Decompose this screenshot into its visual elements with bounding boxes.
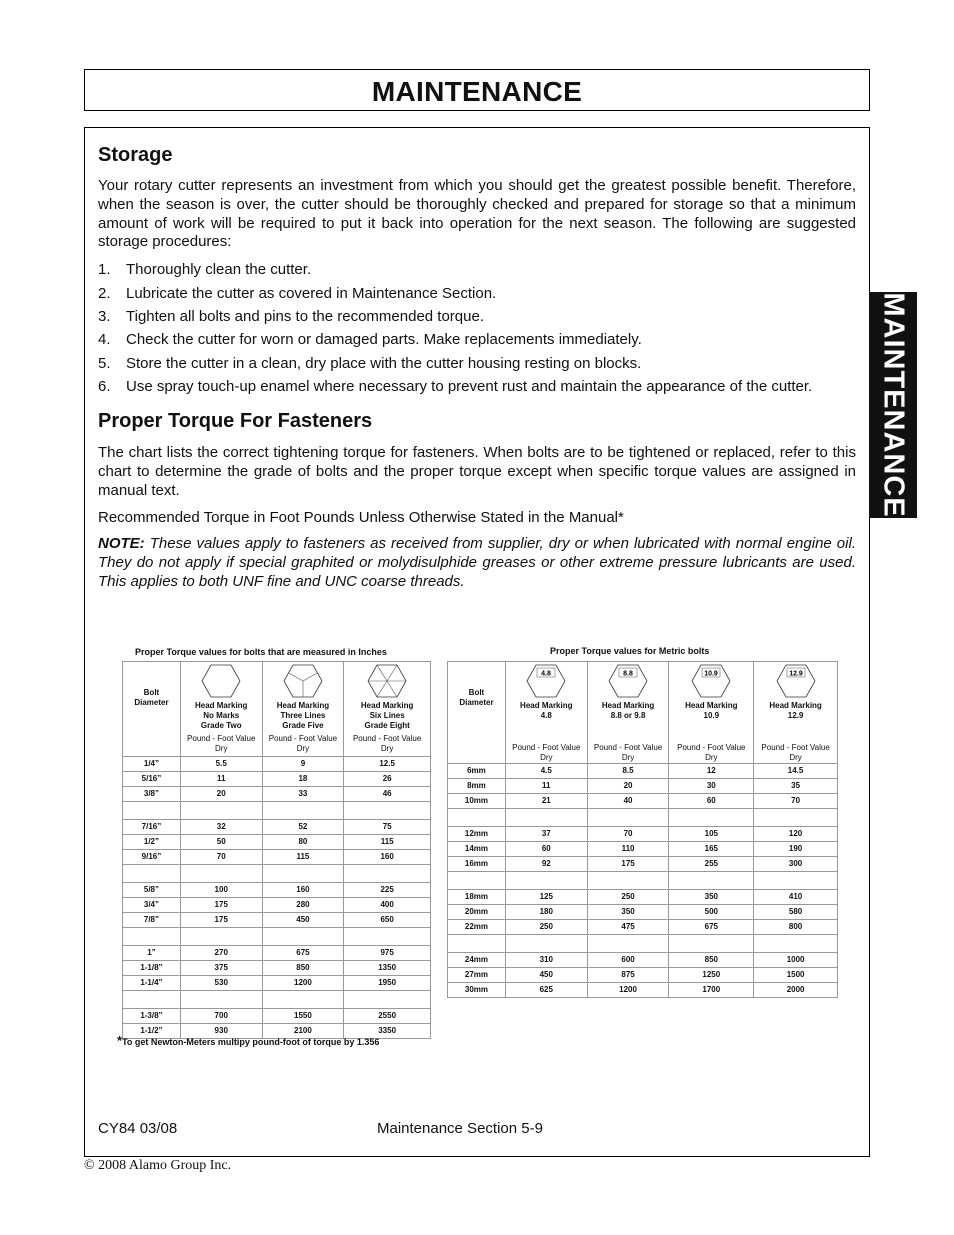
inch-torque-table: [122, 661, 431, 1039]
torque-value-cell: 180: [505, 905, 587, 920]
bolt-size-cell: 1/2”: [123, 835, 181, 850]
bolt-head-hex-icon: [608, 664, 648, 698]
table-row: [448, 920, 838, 935]
torque-value-cell: 225: [344, 883, 431, 898]
table-row: [448, 890, 838, 905]
storage-heading: Storage: [98, 144, 173, 166]
head-marking-detail: 12.9: [787, 711, 804, 720]
torque-value-cell: [344, 991, 431, 1009]
storage-step: [98, 285, 856, 303]
torque-value-cell: 20: [587, 779, 669, 794]
condition-label: Dry: [621, 753, 635, 762]
bolt-size-cell: [123, 865, 181, 883]
torque-value-cell: 165: [669, 842, 754, 857]
torque-value-cell: [180, 802, 262, 820]
torque-value-cell: [262, 865, 344, 883]
torque-value-cell: 32: [180, 820, 262, 835]
torque-value-cell: 875: [587, 968, 669, 983]
table-row: [448, 794, 838, 809]
torque-value-cell: 105: [669, 827, 754, 842]
bolt-head-hex-icon: [526, 664, 566, 698]
head-marking-label: Head Marking: [276, 701, 330, 710]
torque-value-cell: 580: [754, 905, 838, 920]
bolt-head-hex-icon: [691, 664, 731, 698]
grade-column-header: [669, 662, 754, 764]
torque-value-cell: 350: [587, 905, 669, 920]
inch-table-caption: Proper Torque values for bolts that are measured in Inches: [135, 647, 387, 657]
torque-heading: Proper Torque For Fasteners: [98, 410, 373, 433]
bolt-size-cell: 7/16”: [123, 820, 181, 835]
grade-column-header: [587, 662, 669, 764]
torque-value-cell: 52: [262, 820, 344, 835]
torque-value-cell: 120: [754, 827, 838, 842]
unit-label: Pound - Foot Value: [268, 734, 338, 743]
torque-value-cell: 33: [262, 787, 344, 802]
grade-name: Grade Five: [282, 721, 324, 730]
bolt-size-cell: 24mm: [448, 953, 506, 968]
torque-value-cell: 60: [669, 794, 754, 809]
step-text: Lubricate the cutter as covered in Maintenance Section.: [126, 284, 497, 302]
footnote-text: To get Newton-Meters multipy pound-foot of torque by 1.356: [122, 1037, 380, 1047]
unit-label: Pound - Foot Value: [677, 743, 746, 752]
torque-value-cell: 115: [262, 850, 344, 865]
torque-value-cell: 2550: [344, 1009, 431, 1024]
unit-label: Pound - Foot Value: [593, 743, 663, 752]
grade-column-header: [180, 662, 262, 757]
torque-note: [98, 535, 856, 591]
torque-value-cell: 5.5: [180, 757, 262, 772]
torque-value-cell: 60: [505, 842, 587, 857]
torque-value-cell: 700: [180, 1009, 262, 1024]
head-marking-detail: 10.9: [703, 711, 720, 720]
head-marking-label: Head Marking: [601, 701, 655, 710]
bolt-size-cell: [448, 935, 506, 953]
condition-label: Dry: [380, 744, 394, 753]
step-number: 6.: [98, 378, 111, 396]
condition-label: Dry: [296, 744, 310, 753]
bolt-size-cell: 1-3/8”: [123, 1009, 181, 1024]
torque-value-cell: 115: [344, 835, 431, 850]
step-number: 1.: [98, 261, 111, 279]
torque-value-cell: 8.5: [587, 764, 669, 779]
torque-value-cell: 175: [180, 913, 262, 928]
torque-value-cell: [180, 928, 262, 946]
torque-value-cell: 160: [344, 850, 431, 865]
torque-value-cell: 675: [262, 946, 344, 961]
bolt-size-cell: 10mm: [448, 794, 506, 809]
step-text: Thoroughly clean the cutter.: [126, 261, 312, 279]
storage-step: [98, 331, 856, 349]
table-row: [448, 809, 838, 827]
torque-value-cell: 40: [587, 794, 669, 809]
table-row: [448, 857, 838, 872]
unit-label: Pound - Foot Value: [512, 743, 581, 752]
head-marking-detail: 4.8: [540, 711, 552, 720]
torque-value-cell: 100: [180, 883, 262, 898]
table-row: [448, 935, 838, 953]
note-label: NOTE:: [98, 535, 145, 553]
head-marking-detail: 8.8 or 9.8: [610, 711, 646, 720]
torque-value-cell: 450: [505, 968, 587, 983]
metric-table-caption: Proper Torque values for Metric bolts: [550, 646, 710, 656]
torque-value-cell: 18: [262, 772, 344, 787]
footer-section: Maintenance Section 5-9: [377, 1120, 543, 1137]
torque-value-cell: 255: [669, 857, 754, 872]
torque-value-cell: 75: [344, 820, 431, 835]
torque-value-cell: [262, 928, 344, 946]
torque-value-cell: 9: [262, 757, 344, 772]
step-text: Tighten all bolts and pins to the recommended torque.: [126, 307, 484, 325]
table-row: [123, 898, 431, 913]
torque-value-cell: 250: [587, 890, 669, 905]
bolt-size-cell: 12mm: [448, 827, 506, 842]
torque-value-cell: 92: [505, 857, 587, 872]
bolt-size-cell: 16mm: [448, 857, 506, 872]
storage-step: [98, 355, 856, 373]
table-row: [448, 983, 838, 998]
bolt-size-cell: 3/4”: [123, 898, 181, 913]
table-header-row: [448, 662, 838, 764]
storage-step: [98, 308, 856, 326]
table-row: [448, 842, 838, 857]
torque-value-cell: 850: [262, 961, 344, 976]
note-text: These values apply to fasteners as received from supplier, dry or when lubricated with normal engine oil. They do not apply if special graphited or molydisulphide greases or other extreme pressure lubricants are used. This applies to both UNF fine and UNC coarse threads.: [98, 535, 856, 590]
torque-value-cell: 280: [262, 898, 344, 913]
torque-value-cell: [505, 809, 587, 827]
torque-value-cell: 600: [587, 953, 669, 968]
torque-value-cell: 125: [505, 890, 587, 905]
torque-value-cell: 20: [180, 787, 262, 802]
torque-value-cell: 850: [669, 953, 754, 968]
bolt-head-hex-icon: [283, 664, 323, 698]
torque-value-cell: [587, 872, 669, 890]
table-row: [123, 757, 431, 772]
torque-value-cell: 530: [180, 976, 262, 991]
bolt-size-cell: [123, 928, 181, 946]
page-title: MAINTENANCE: [371, 76, 583, 107]
torque-value-cell: 12: [669, 764, 754, 779]
bolt-diameter-header: [123, 662, 181, 757]
torque-value-cell: 1550: [262, 1009, 344, 1024]
torque-value-cell: [754, 872, 838, 890]
hex-grade-label: 8.8: [623, 670, 633, 678]
torque-value-cell: 1000: [754, 953, 838, 968]
table-row: [123, 976, 431, 991]
condition-label: Dry: [789, 753, 802, 762]
table-row: [448, 779, 838, 794]
content-area: [98, 140, 856, 592]
torque-value-cell: [754, 935, 838, 953]
torque-value-cell: [669, 935, 754, 953]
torque-value-cell: [180, 991, 262, 1009]
torque-value-cell: 310: [505, 953, 587, 968]
bolt-size-cell: 30mm: [448, 983, 506, 998]
torque-value-cell: 110: [587, 842, 669, 857]
torque-value-cell: 2000: [754, 983, 838, 998]
bolt-diameter-label: Bolt Diameter: [134, 688, 169, 707]
table-row: [448, 953, 838, 968]
torque-value-cell: 14.5: [754, 764, 838, 779]
bolt-size-cell: [123, 802, 181, 820]
step-number: 3.: [98, 307, 111, 325]
grade-name: Grade Eight: [364, 721, 410, 730]
torque-value-cell: 30: [669, 779, 754, 794]
torque-value-cell: 2100: [262, 1024, 344, 1039]
table-row: [123, 787, 431, 802]
table-row: [123, 1009, 431, 1024]
table-row: [123, 835, 431, 850]
bolt-size-cell: 20mm: [448, 905, 506, 920]
torque-value-cell: 26: [344, 772, 431, 787]
torque-value-cell: 1350: [344, 961, 431, 976]
torque-value-cell: 4.5: [505, 764, 587, 779]
table-row: [123, 883, 431, 898]
storage-steps-list: [98, 261, 856, 396]
footer-copyright: © 2008 Alamo Group Inc.: [84, 1158, 232, 1173]
torque-paragraph: The chart lists the correct tightening torque for fasteners. When bolts are to be tightened or replaced, refer to this chart to determine the grade of bolts and the proper torque except when specific torque values are assigned in manual text.: [98, 444, 856, 499]
torque-value-cell: 70: [587, 827, 669, 842]
grade-column-header: [262, 662, 344, 757]
bolt-size-cell: 3/8”: [123, 787, 181, 802]
torque-value-cell: [344, 928, 431, 946]
torque-value-cell: 500: [669, 905, 754, 920]
head-marking-detail: No Marks: [203, 711, 240, 720]
bolt-size-cell: 1-1/2”: [123, 1024, 181, 1039]
step-text: Use spray touch-up enamel where necessary to prevent rust and maintain the appearance of the cutter.: [126, 378, 813, 396]
grade-name: Grade Two: [200, 721, 242, 730]
table-row: [448, 905, 838, 920]
bolt-size-cell: [123, 991, 181, 1009]
torque-value-cell: 350: [669, 890, 754, 905]
torque-value-cell: 175: [587, 857, 669, 872]
torque-value-cell: 650: [344, 913, 431, 928]
torque-value-cell: 800: [754, 920, 838, 935]
unit-label: Pound - Foot Value: [761, 743, 830, 752]
torque-value-cell: 1250: [669, 968, 754, 983]
bolt-size-cell: 9/16”: [123, 850, 181, 865]
footer-model: CY84 03/08: [98, 1120, 178, 1137]
torque-value-cell: 270: [180, 946, 262, 961]
torque-value-cell: [262, 802, 344, 820]
bolt-diameter-label: Bolt Diameter: [459, 688, 494, 707]
section-side-tab: [869, 292, 917, 518]
footnote-star: *: [117, 1033, 123, 1048]
torque-value-cell: [587, 935, 669, 953]
table-row: [448, 968, 838, 983]
bolt-size-cell: 1/4”: [123, 757, 181, 772]
torque-value-cell: [344, 802, 431, 820]
torque-value-cell: 35: [754, 779, 838, 794]
bolt-size-cell: 18mm: [448, 890, 506, 905]
bolt-size-cell: [448, 809, 506, 827]
torque-value-cell: 300: [754, 857, 838, 872]
torque-value-cell: [344, 865, 431, 883]
torque-value-cell: 190: [754, 842, 838, 857]
table-row: [448, 872, 838, 890]
head-marking-label: Head Marking: [769, 701, 822, 710]
torque-value-cell: 625: [505, 983, 587, 998]
torque-value-cell: 375: [180, 961, 262, 976]
torque-value-cell: 3350: [344, 1024, 431, 1039]
head-marking-label: Head Marking: [520, 701, 573, 710]
storage-step: [98, 378, 856, 396]
bolt-size-cell: 8mm: [448, 779, 506, 794]
torque-value-cell: [669, 872, 754, 890]
hex-grade-label: 10.9: [704, 670, 719, 678]
table-row: [123, 913, 431, 928]
table-header-row: [123, 662, 431, 757]
torque-value-cell: [754, 809, 838, 827]
grade-column-header: [344, 662, 431, 757]
storage-step: [98, 261, 856, 279]
table-row: [123, 802, 431, 820]
torque-value-cell: 37: [505, 827, 587, 842]
table-row: [123, 865, 431, 883]
head-marking-detail: Three Lines: [280, 711, 326, 720]
table-row: [123, 961, 431, 976]
head-marking-label: Head Marking: [685, 701, 738, 710]
bolt-size-cell: 7/8”: [123, 913, 181, 928]
bolt-size-cell: 27mm: [448, 968, 506, 983]
bolt-size-cell: 1”: [123, 946, 181, 961]
table-row: [123, 928, 431, 946]
table-row: [448, 827, 838, 842]
bolt-size-cell: 22mm: [448, 920, 506, 935]
torque-value-cell: 975: [344, 946, 431, 961]
storage-intro: Your rotary cutter represents an investment from which you should get the greatest possible benefit. Therefore, when the season is over, the cutter should be thoroughly checked and prepared for storage so that a minimum amount of work will be required to put it back into operation for the next season. The following are suggested storage procedures:: [98, 177, 856, 251]
bolt-size-cell: 5/16”: [123, 772, 181, 787]
torque-value-cell: 675: [669, 920, 754, 935]
torque-value-cell: 50: [180, 835, 262, 850]
table-row: [123, 946, 431, 961]
bolt-size-cell: 14mm: [448, 842, 506, 857]
grade-column-header: [505, 662, 587, 764]
step-text: Store the cutter in a clean, dry place with the cutter housing resting on blocks.: [126, 354, 642, 372]
torque-value-cell: [505, 935, 587, 953]
condition-label: Dry: [540, 753, 553, 762]
bolt-diameter-header: [448, 662, 506, 764]
side-tab-label: MAINTENANCE: [877, 292, 910, 518]
grade-column-header: [754, 662, 838, 764]
torque-value-cell: 21: [505, 794, 587, 809]
torque-value-cell: 1700: [669, 983, 754, 998]
condition-label: Dry: [705, 753, 718, 762]
torque-value-cell: 930: [180, 1024, 262, 1039]
header-box: [84, 69, 870, 111]
torque-value-cell: [262, 991, 344, 1009]
torque-value-cell: 1200: [262, 976, 344, 991]
head-marking-detail: Six Lines: [369, 711, 405, 720]
torque-value-cell: 410: [754, 890, 838, 905]
bolt-size-cell: 6mm: [448, 764, 506, 779]
torque-value-cell: 80: [262, 835, 344, 850]
bolt-head-hex-icon: [776, 664, 816, 698]
torque-value-cell: [587, 809, 669, 827]
torque-value-cell: [505, 872, 587, 890]
bolt-size-cell: [448, 872, 506, 890]
table-row: [123, 772, 431, 787]
torque-value-cell: 1950: [344, 976, 431, 991]
torque-value-cell: 160: [262, 883, 344, 898]
torque-value-cell: [669, 809, 754, 827]
unit-label: Pound - Foot Value: [352, 734, 422, 743]
hex-grade-label: 12.9: [788, 670, 803, 678]
torque-value-cell: 46: [344, 787, 431, 802]
torque-value-cell: 250: [505, 920, 587, 935]
torque-value-cell: 11: [180, 772, 262, 787]
step-number: 5.: [98, 354, 111, 372]
torque-value-cell: 1200: [587, 983, 669, 998]
torque-value-cell: 70: [754, 794, 838, 809]
footnote: [117, 1033, 379, 1048]
table-row: [448, 764, 838, 779]
table-row: [123, 991, 431, 1009]
torque-value-cell: 400: [344, 898, 431, 913]
head-marking-label: Head Marking: [360, 701, 414, 710]
torque-value-cell: [180, 865, 262, 883]
torque-value-cell: 475: [587, 920, 669, 935]
step-text: Check the cutter for worn or damaged parts. Make replacements immediately.: [126, 331, 642, 349]
hex-grade-label: 4.8: [541, 670, 552, 678]
torque-value-cell: 450: [262, 913, 344, 928]
head-marking-label: Head Marking: [194, 701, 248, 710]
torque-value-cell: 70: [180, 850, 262, 865]
unit-label: Pound - Foot Value: [187, 734, 256, 743]
torque-value-cell: 175: [180, 898, 262, 913]
step-number: 2.: [98, 284, 111, 302]
metric-torque-table: [447, 661, 838, 998]
table-row: [123, 820, 431, 835]
torque-recommendation: Recommended Torque in Foot Pounds Unless Otherwise Stated in the Manual*: [98, 508, 624, 526]
torque-value-cell: 11: [505, 779, 587, 794]
condition-label: Dry: [215, 744, 228, 753]
bolt-head-hex-icon: [201, 664, 241, 698]
step-number: 4.: [98, 331, 111, 349]
bolt-head-hex-icon: [367, 664, 407, 698]
torque-value-cell: 12.5: [344, 757, 431, 772]
bolt-size-cell: 1-1/8”: [123, 961, 181, 976]
bolt-size-cell: 5/8”: [123, 883, 181, 898]
torque-value-cell: 1500: [754, 968, 838, 983]
bolt-size-cell: 1-1/4”: [123, 976, 181, 991]
table-row: [123, 850, 431, 865]
